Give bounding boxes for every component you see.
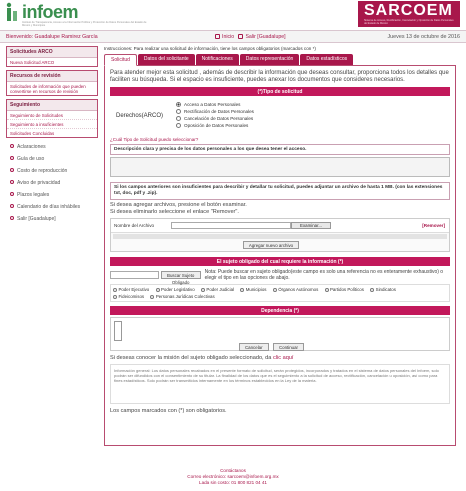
mision-link[interactable]: clic aquí [272, 355, 294, 361]
tipo-solicitud-heading: (*)Tipo de solicitud [110, 87, 450, 96]
mision-text [110, 355, 450, 361]
mision-label: Si deseas conocer la misión del sujeto obligado seleccionado, da [110, 355, 273, 361]
top-bar [0, 30, 466, 43]
sujeto-note: Nota: Puede buscar en sujeto obligado(este campo es solo una referencia no es enteramente exhaustivo) o elegir el tipo en las opciones de abajo. [204, 269, 444, 281]
poder-label: Partidos Políticos [330, 287, 364, 292]
sidebar-link-label: Costo de reproducción [17, 168, 68, 174]
poder-label: Fideicomisos [118, 294, 145, 299]
poder-label: Poder Ejecutivo [118, 287, 150, 292]
footer-contact[interactable]: Contáctanos [220, 468, 246, 473]
poder-label: Municipios [245, 287, 267, 292]
radio-icon[interactable] [113, 295, 117, 299]
radio-icon[interactable] [176, 123, 181, 128]
current-date: Jueves 13 de octubre de 2016 [387, 34, 460, 40]
cancelar-button[interactable]: Cancelar [239, 343, 269, 351]
continuar-button[interactable]: Continuar [273, 343, 304, 351]
derechos-label: Derechos(ARCO) [116, 113, 164, 120]
derechos-group [110, 98, 450, 136]
bullet-icon [10, 168, 14, 172]
option-label: Oposición de Datos Personales [184, 123, 249, 129]
dependencia-heading: Dependencia (*) [110, 306, 450, 315]
poder-option[interactable] [325, 287, 364, 292]
option-cancelacion[interactable] [176, 115, 254, 122]
tab-datos-solicitante[interactable]: Datos del solicitante [138, 54, 195, 65]
bullet-icon [10, 192, 14, 196]
agregar-text: Si desea agregar archivos, presione el botón examinar. [110, 202, 247, 209]
poder-option[interactable] [201, 287, 234, 292]
radio-icon[interactable] [150, 295, 154, 299]
bullet-icon [10, 156, 14, 160]
sidebar-link-label: Calendario de días inhábiles [17, 204, 81, 210]
tab-bar [104, 54, 456, 66]
tab-datos-representacion[interactable]: Datos representación [240, 54, 300, 65]
sidebar-link-label: Aclaraciones [17, 144, 46, 150]
file-upload-box [110, 218, 450, 252]
infoem-logo-text: infoem [22, 2, 79, 22]
poder-option[interactable] [113, 294, 144, 299]
option-rectificacion[interactable] [176, 108, 254, 115]
descripcion-textarea[interactable] [110, 157, 450, 177]
exit-icon [10, 216, 14, 220]
solicitud-panel [104, 66, 456, 446]
sidebar-item-nueva-solicitud[interactable]: Nueva Solicitud ARCO [10, 59, 55, 65]
examinar-button[interactable]: Examinar... [291, 222, 331, 229]
sidebar-link-salir[interactable] [6, 213, 98, 225]
obligatorios-note: Los campos marcados con (*) son obligatorios. [110, 408, 227, 414]
sidebar-link-plazos[interactable] [6, 189, 98, 201]
poder-option[interactable] [150, 294, 214, 299]
sidebar-item-seguimiento-solicitudes[interactable]: Seguimiento de Solicitudes [7, 111, 97, 120]
poder-option[interactable] [370, 287, 396, 292]
agregar-archivo-button[interactable]: Agregar nuevo archivo [243, 241, 299, 249]
radio-selected-icon[interactable] [176, 102, 181, 107]
radio-icon[interactable] [176, 109, 181, 114]
sidebar-link-guia[interactable] [6, 153, 98, 165]
home-icon [215, 34, 220, 39]
file-input[interactable] [171, 222, 291, 229]
sidebar-item-recursos[interactable]: Solicitudes de información que pueden convertirse en recursos de revisión [10, 83, 86, 94]
sidebar-section-seguimiento [6, 99, 98, 138]
bullet-icon [10, 144, 14, 148]
descripcion-label: Descripción clara y precisa de los datos personales a los que desea tener el acceso. [110, 144, 450, 155]
exit-icon [238, 34, 243, 39]
radio-icon[interactable] [201, 288, 205, 292]
sidebar-link-label: Aviso de privacidad [17, 180, 61, 186]
sujeto-search-row [110, 269, 450, 285]
radio-icon[interactable] [325, 288, 329, 292]
cual-tipo-link[interactable]: ¿Cuál Tipo de Solicitud puedo seleccionar? [110, 137, 199, 143]
header [0, 0, 466, 30]
sidebar-link-costo[interactable] [6, 165, 98, 177]
remover-link[interactable]: [Remover] [422, 223, 445, 228]
infoem-logo-icon [6, 2, 20, 22]
radio-icon[interactable] [240, 288, 244, 292]
file-list-bar [113, 234, 447, 239]
sidebar-link-label: Plazos legales [17, 192, 50, 198]
option-label: Rectificación de Datos Personales [184, 109, 254, 115]
sidebar-heading-seguimiento[interactable]: Seguimiento [7, 100, 97, 111]
poder-option[interactable] [273, 287, 319, 292]
top-links [215, 34, 286, 40]
welcome-text: Bienvenido: Guadalupe Ramirez García [6, 34, 98, 40]
tab-datos-estadisticos[interactable]: Datos estadísticos [300, 54, 353, 65]
sidebar-link-aviso[interactable] [6, 177, 98, 189]
poder-label: Poder Judicial [206, 287, 235, 292]
dependencia-select[interactable] [114, 321, 122, 341]
eliminar-text: Si desea eliminarlo seleccione el enlace "Remover". [110, 208, 239, 215]
poder-option[interactable] [156, 287, 195, 292]
option-label: Cancelación de Datos Personales [184, 116, 254, 122]
sujeto-heading: El sujeto obligado del cual requiere la información (*) [110, 257, 450, 266]
radio-icon[interactable] [113, 288, 117, 292]
radio-icon[interactable] [156, 288, 160, 292]
tab-solicitud[interactable]: Solicitud [104, 54, 137, 66]
legal-notice: Información general: Los datos personales recabados en el presente formato de solicitud, serán protegidos, incorporados y tratados en el sistema de datos personales del Infoem, solo podrán ser difundidos con el consentimiento de su titular. La finalidad de los datos que es el seguimiento a la solicitud de acceso, rectificación, cancelación u oposición, así como para fines estadísticos. Solo podrán ser transmitidos internamente en los términos establecidos en la Ley de la materia. [110, 364, 450, 404]
inicio-link[interactable]: Inicio [222, 34, 235, 40]
poder-label: Poder Legislativo [161, 287, 195, 292]
footer-phone: Lada sin costo: 01 800 821 04 41 [199, 480, 267, 485]
footer [0, 468, 466, 486]
sidebar-link-label: Salir [Guadalupe] [17, 216, 56, 222]
poder-label: Personas Jurídicas Colectivas [155, 294, 215, 299]
form-buttons [239, 343, 307, 351]
poder-label: Sindicatos [375, 287, 396, 292]
option-label: Acceso a Datos Personales [184, 102, 241, 108]
sidebar-section-solicitudes [6, 46, 98, 67]
sidebar-link-calendario[interactable] [6, 201, 98, 213]
sidebar-section-recursos [6, 70, 98, 96]
derechos-options [176, 101, 254, 129]
sidebar [6, 46, 98, 225]
main-content [104, 43, 456, 446]
instructions: Instrucciones: Para realizar una solicitud de información, tiene los campos obligatorios (marcados con *) [104, 46, 316, 51]
intro-text: Para atender mejor esta solicitud , además de describir la información que deseas consultar, proporciona todos los detalles que faciliten su búsqueda. Si el espacio es insuficiente, puedes anexar los documentos que consideres necesarios. [110, 70, 449, 83]
tab-notificaciones[interactable]: Notificaciones [196, 54, 239, 65]
radio-icon[interactable] [370, 288, 374, 292]
insuficientes-note: Si los campos anteriores son insuficientes para describir y detallar tu solicitud, puedes adjuntar un archivo de hasta 1 MB. (con las extensiones txt, doc, pdf y .zip). [110, 182, 450, 200]
sidebar-link-label: Guía de uso [17, 156, 45, 162]
poder-label: Órganos Autónomos [278, 287, 319, 292]
sujeto-input[interactable] [110, 271, 159, 279]
sidebar-heading-recursos[interactable]: Recursos de revisión [7, 71, 97, 82]
radio-icon[interactable] [176, 116, 181, 121]
file-row [111, 219, 449, 233]
sarcoem-logo-subtitle: Sistema de Acceso, Rectificación, Cancelación y Oposición de Datos Personales del Estado de México [364, 19, 454, 25]
radio-icon[interactable] [273, 288, 277, 292]
footer-email: Correo electrónico: sarcoem@infoem.org.mx [187, 474, 279, 479]
sarcoem-logo[interactable] [358, 1, 460, 27]
sidebar-item-seguimiento-insuficientes[interactable]: Seguimiento a insuficientes [7, 120, 97, 129]
option-acceso[interactable] [176, 101, 254, 108]
bullet-icon [10, 204, 14, 208]
sidebar-heading-solicitudes[interactable]: Solicitudes ARCO [7, 47, 97, 58]
sarcoem-logo-text: SARCOEM [364, 2, 453, 19]
poder-options [110, 284, 450, 302]
bullet-icon [10, 180, 14, 184]
sidebar-link-aclaraciones[interactable] [6, 141, 98, 153]
option-oposicion[interactable] [176, 122, 254, 129]
salir-link[interactable]: Salir [Guadalupe] [245, 34, 286, 40]
poder-option[interactable] [113, 287, 149, 292]
sidebar-item-solicitudes-concluidas[interactable]: Solicitudes Concluidas [10, 130, 55, 136]
infoem-logo-subtitle: Instituto de Transparencia, Acceso a la Información Pública y Protección de Datos Personales del Estado de México y Municipios [22, 21, 147, 27]
buscar-sujeto-button[interactable]: Buscar Sujeto Obligado [161, 271, 201, 279]
poder-option[interactable] [240, 287, 266, 292]
dependencia-box [110, 317, 450, 351]
file-name-label: Nombre del Archivo [114, 223, 155, 228]
